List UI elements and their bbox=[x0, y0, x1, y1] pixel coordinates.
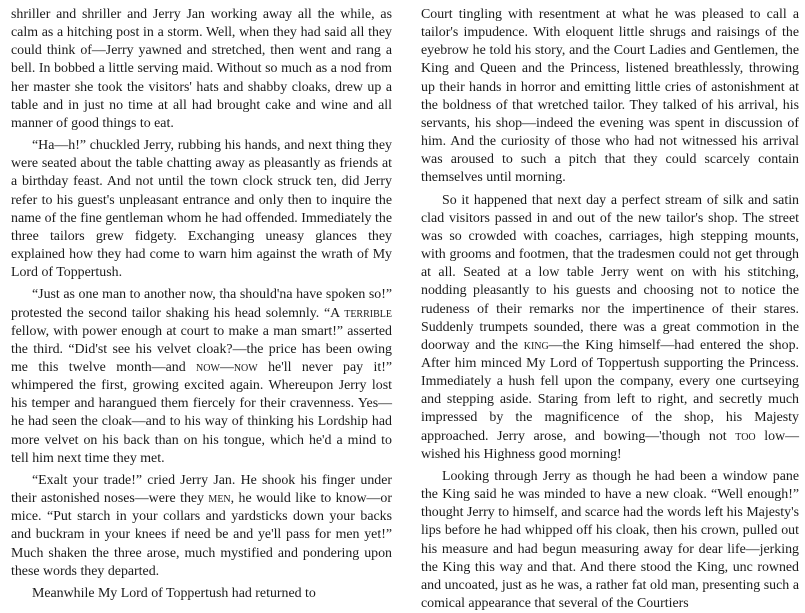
paragraph bbox=[11, 585, 392, 603]
small-caps-word: terrible bbox=[344, 305, 392, 321]
text-run: low—wished his Highness good morning! bbox=[421, 428, 799, 462]
paragraph bbox=[11, 472, 392, 581]
text-run: he'll never pay it!” whimpered the first, growing excited again. Whereupon Jerry lost his temper and harangued them fiercely for their cravenness. Yes—he had seen the cloak—and to his way of thinking his Lordship had more velvet on his back than on his tongue, which he'd a mind to tell him next time they met. bbox=[11, 359, 392, 466]
small-caps-word: king bbox=[523, 337, 549, 353]
text-run: Court tingling with resentment at what he was pleased to call a tailor's impudence. With eloquent little shrugs and raisings of the eyebrow he told his story, and the Court Ladies and Gentlemen, the King and Queen and the Princess, listened breathlessly, throwing up their hands in horror and emitting little cries of astonishment at the boldness of that wretched tailor. They talked of his arrival, his servants, his shop—indeed the evening was spent in discussion of him. And the curiosity of those who had not witnessed his arrival was aroused to such a pitch that they could scarcely contain themselves until morning. bbox=[421, 7, 799, 186]
small-caps-word: now bbox=[233, 359, 258, 375]
text-run: , he would like to know—or mice. “Put starch in your collars and yardsticks down your backs and buckram in your knees if need be and ye'll pass for men yet!” Much shaken the three arose, much mystified and pondering upon these words they departed. bbox=[11, 491, 392, 579]
small-caps-word: too bbox=[735, 428, 756, 444]
text-run: fellow, with power enough at court to make a man smart!” asserted the third. “Did'st see his velvet cloak?—the price has been owing me this twelve month—and bbox=[11, 323, 392, 375]
text-run: — bbox=[219, 359, 234, 375]
text-run: “Ha—h!” chuckled Jerry, rubbing his hands, and next thing they were seated about the table chatting away as pleasantly as friends at a birthday feast. And not until the town clock struck ten, did Jerry refer to his guest's unpleasant entrance and only then to inquire the name of the fine gentleman whom he had offended. Immediately the three tailors grew fidgety. Exchanging uneasy glances they explained how they had come to warn him against the wrath of My Lord of Toppertush. bbox=[11, 138, 392, 281]
right-page bbox=[421, 6, 799, 613]
left-page bbox=[11, 6, 392, 603]
text-run: “Just as one man to another now, tha should'na have spoken so!” protested the second tailor shaking his head solemnly. “A bbox=[11, 287, 392, 321]
paragraph bbox=[11, 286, 392, 468]
text-run: So it happened that next day a perfect stream of silk and satin clad visitors passed in and out of the new tailor's shop. The street was so crowded with coaches, carriages, high stepping mounts, with grooms and footmen, that the tradesmen could not get through at all. Seated at a low table Jerry went on with his stitching, nodding pleasantly to his guests and choosing not to notice the rudeness of their remarks nor the impertinence of their stares. Suddenly trumpets sounded, there was a great commotion in the doorway and the bbox=[421, 192, 799, 353]
text-run: Looking through Jerry as though he had been a window pane the King said he was minded to have a new cloak. “Well enough!” thought Jerry to himself, and scarce had the words left his Majesty's lips before he had whipped off his cloak, then his crown, pulled out his measure and had begun measuring away for dear life—jerking the King this way and that. And there stood the King, unc rowned and uncoated, just as he was, a rather fat old man, presenting such a comical appearance that several of the Courtiers bbox=[421, 468, 799, 611]
paragraph bbox=[11, 6, 392, 133]
text-run: —the King himself—had entered the shop. After him minced My Lord of Toppertush supporting the Princess. Immediately a hush fell upon the company, every one curtseying and stepping aside. Staring from left to right, and secretly much impressed by the magnificence of the shop, his Majesty approached. Jerry arose, and bowing—'though not bbox=[421, 337, 799, 444]
text-run: Meanwhile My Lord of Toppertush had returned to bbox=[32, 585, 316, 601]
text-run: shriller and shriller and Jerry Jan working away all the while, as calm as a hitching post in a storm. Well, when they had said all they could think of—Jerry yawned and stretched, then went and rang a bell. In bobbed a little serving maid. Without so much as a nod from her master she took the visitors' hats and shabby cloaks, drew up a table and in just no time at all had brought cake and wine and all manner of good things to eat. bbox=[11, 7, 392, 131]
small-caps-word: now bbox=[196, 359, 220, 375]
small-caps-word: men bbox=[208, 491, 231, 507]
paragraph bbox=[421, 468, 799, 613]
paragraph bbox=[11, 137, 392, 282]
paragraph bbox=[421, 6, 799, 188]
paragraph bbox=[421, 192, 799, 464]
text-run: “Exalt your trade!” cried Jerry Jan. He shook his finger under their astonished noses—were they bbox=[11, 472, 392, 507]
